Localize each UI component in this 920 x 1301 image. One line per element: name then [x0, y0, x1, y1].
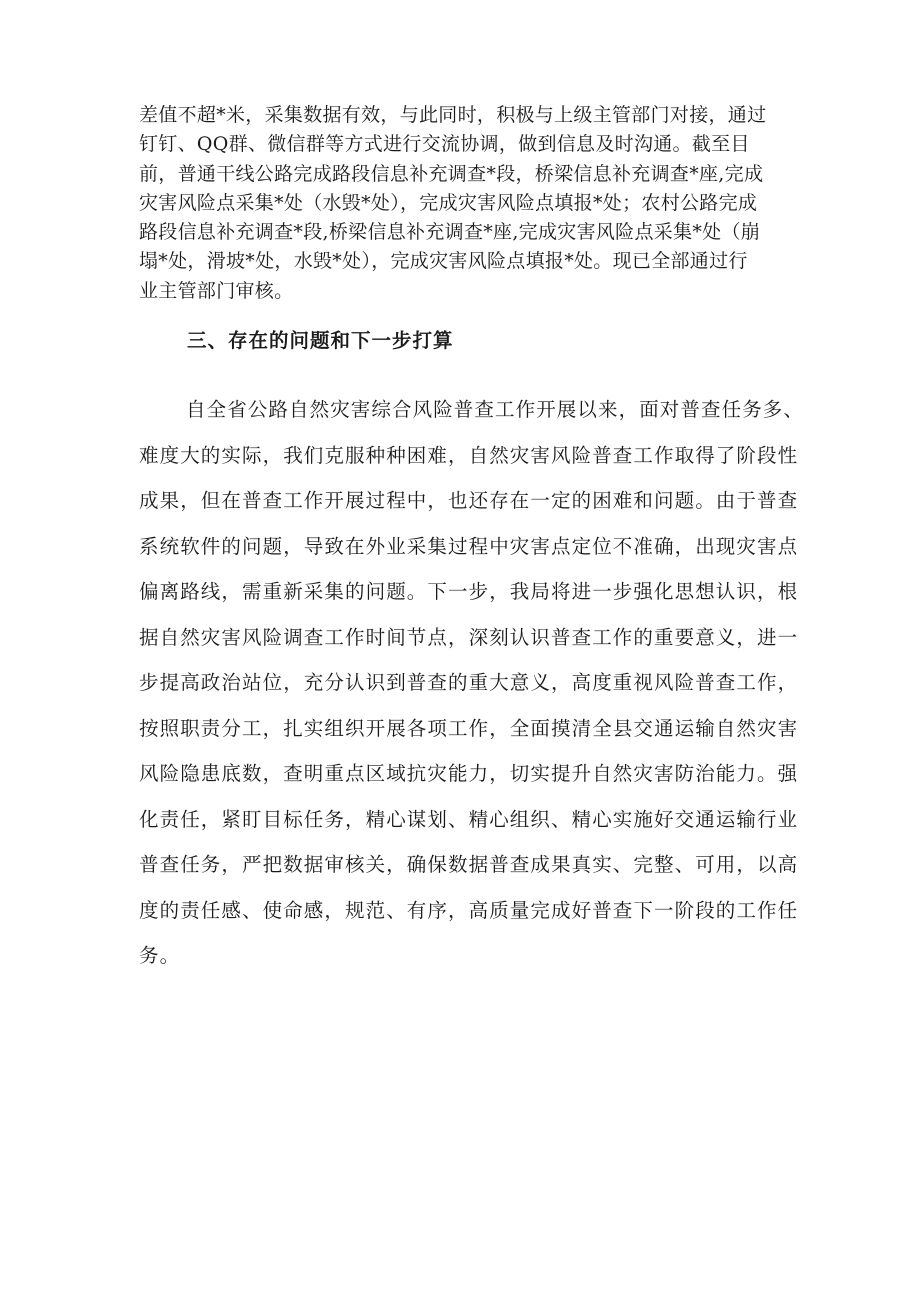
text-line: 自全省公路自然灾害综合风险普查工作开展以来，面对普查任务多、	[186, 398, 805, 421]
section-heading: 三、存在的问题和下一步打算	[187, 329, 454, 352]
text-line: 度的责任感、使命感，规范、有序，高质量完成好普查下一阶段的工作任	[139, 898, 799, 922]
text-line: 差值不超*米，采集数据有效，与此同时，积极与上级主管部门对接，通过	[139, 104, 767, 126]
text-line: 务。	[139, 944, 181, 967]
text-line: 据自然灾害风险调查工作时间节点，深刻认识普查工作的重要意义，进一	[139, 625, 799, 649]
text-line: 普查任务，严把数据审核关，确保数据普查成果真实、完整、可用，以高	[139, 853, 799, 876]
text-line: 钉钉、QQ群、微信群等方式进行交流协调，做到信息及时沟通。截至目	[139, 133, 750, 156]
text-line: 前，普通干线公路完成路段信息补充调查*段，桥梁信息补充调查*座,完成	[139, 162, 764, 185]
text-line: 化责任，紧盯目标任务，精心谋划、精心组织、精心实施好交通运输行业	[139, 807, 799, 831]
text-line: 难度大的实际，我们克服种种困难，自然灾害风险普查工作取得了阶段性	[139, 443, 799, 467]
text-line: 业主管部门审核。	[139, 279, 294, 302]
text-line: 塌*处，滑坡*处，水毁*处），完成灾害风险点填报*处。现已全部通过行	[139, 250, 748, 273]
text-line: 成果，但在普查工作开展过程中，也还存在一定的困难和问题。由于普查	[139, 489, 799, 512]
text-line: 风险隐患底数，查明重点区域抗灾能力，切实提升自然灾害防治能力。强	[139, 762, 799, 785]
text-line: 步提高政治站位，充分认识到普查的重大意义，高度重视风险普查工作，	[139, 671, 799, 694]
text-line: 系统软件的问题，导致在外业采集过程中灾害点定位不准确，出现灾害点	[139, 534, 799, 558]
text-line: 偏离路线，需重新采集的问题。下一步，我局将进一步强化思想认识，根	[139, 580, 799, 603]
paragraph-problems-and-plans	[139, 395, 805, 987]
paragraph-progress-summary	[139, 101, 784, 306]
text-line: 按照职责分工，扎实组织开展各项工作，全面摸清全县交通运输自然灾害	[139, 716, 799, 740]
text-line: 路段信息补充调查*段,桥梁信息补充调查*座,完成灾害风险点采集*处（崩	[139, 221, 761, 244]
text-line: 灾害风险点采集*处（水毁*处），完成灾害风险点填报*处；农村公路完成	[139, 191, 758, 214]
